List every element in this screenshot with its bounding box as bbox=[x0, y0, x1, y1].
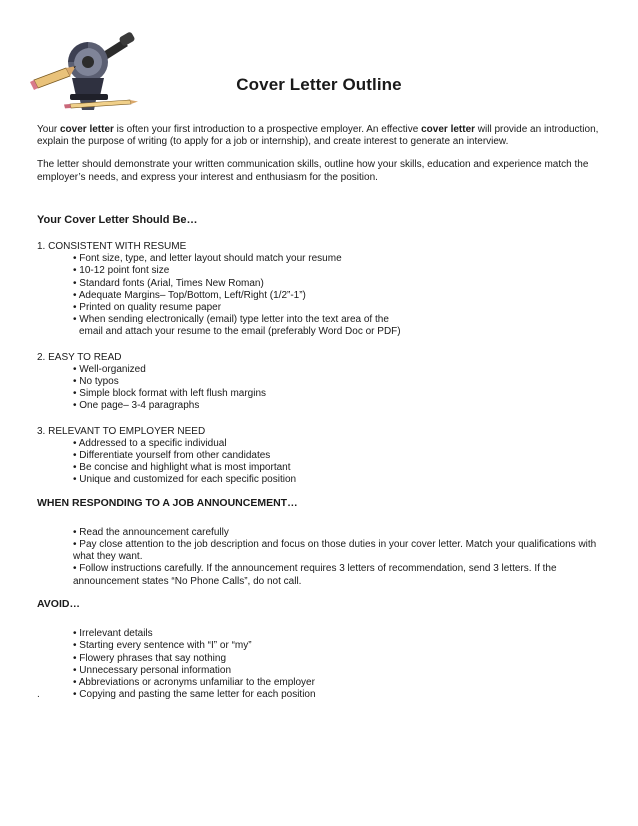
list-item: • Differentiate yourself from other candidates bbox=[73, 450, 271, 462]
intro-paragraph: Your cover letter is often your first introduction to a prospective employer. An effective cover letter will provide an introduction, explain the purpose of writing (to apply for a job or internship), and create interest to generate an interview. bbox=[37, 124, 599, 148]
list-item: • 10-12 point font size bbox=[73, 265, 170, 277]
purpose-paragraph: The letter should demonstrate your written communication skills, outline how your skills, education and experience match the employer’s needs, and express your interest and enthusiasm for the position. bbox=[37, 159, 589, 183]
list-item: • No typos bbox=[73, 376, 119, 388]
easy-list bbox=[37, 364, 607, 413]
document-body bbox=[37, 124, 607, 701]
list-item: • Be concise and highlight what is most important bbox=[73, 462, 291, 474]
relevant-list bbox=[37, 438, 607, 487]
list-item: • Unnecessary personal information bbox=[73, 664, 232, 676]
avoid-list bbox=[37, 628, 607, 701]
list-item: • Addressed to a specific individual bbox=[73, 437, 227, 449]
list-item: • Copying and pasting the same letter for each position bbox=[73, 689, 316, 701]
pencil-sharpener-illustration bbox=[30, 30, 142, 112]
list-item: • Font size, type, and letter layout should match your resume bbox=[73, 253, 342, 265]
keyword-cover-letter: cover letter bbox=[59, 124, 114, 135]
list-item: • Unique and customized for each specific position bbox=[73, 474, 297, 486]
page-title: Cover Letter Outline bbox=[236, 75, 402, 94]
list-item: • Adequate Margins– Top/Bottom, Left/Right (1/2”-1”) bbox=[73, 289, 306, 301]
list-item: • Standard fonts (Arial, Times New Roman) bbox=[73, 277, 264, 289]
consistent-list bbox=[37, 253, 607, 338]
trailing-mark: . bbox=[37, 689, 40, 700]
section-heading-relevant: 3. RELEVANT TO EMPLOYER NEED bbox=[37, 425, 206, 437]
list-item: • Simple block format with left flush margins bbox=[73, 388, 267, 400]
section-heading-consistent: 1. CONSISTENT WITH RESUME bbox=[37, 241, 187, 253]
list-item: • Pay close attention to the job description and focus on those duties in your cover letter. Match your qualifications with what they want. bbox=[73, 539, 597, 563]
list-item: • Well-organized bbox=[73, 363, 146, 375]
list-item: • Starting every sentence with “I” or “my” bbox=[73, 640, 252, 652]
list-item: • When sending electronically (email) type letter into the text area of the bbox=[73, 314, 389, 326]
section-heading-avoid: AVOID… bbox=[37, 597, 80, 610]
list-item: • Flowery phrases that say nothing bbox=[73, 652, 227, 664]
list-item: • Read the announcement carefully bbox=[73, 526, 229, 538]
list-item-continuation: email and attach your resume to the email (preferably Word Doc or PDF) bbox=[79, 326, 401, 338]
list-item: • Irrelevant details bbox=[73, 628, 153, 640]
responding-list bbox=[37, 527, 607, 588]
list-item: • Follow instructions carefully. If the announcement requires 3 letters of recommendation, send 3 letters. If the announcement states “No Phone Calls”, do not call. bbox=[73, 563, 557, 587]
list-item: • One page– 3-4 paragraphs bbox=[73, 400, 200, 412]
keyword-cover-letter: cover letter bbox=[421, 124, 476, 135]
section-heading-job-announcement: WHEN RESPONDING TO A JOB ANNOUNCEMENT… bbox=[37, 496, 298, 509]
should-be-heading: Your Cover Letter Should Be… bbox=[37, 213, 198, 226]
list-item: • Printed on quality resume paper bbox=[73, 302, 222, 314]
section-heading-easy: 2. EASY TO READ bbox=[37, 351, 122, 363]
list-item: • Abbreviations or acronyms unfamiliar to the employer bbox=[73, 676, 315, 688]
